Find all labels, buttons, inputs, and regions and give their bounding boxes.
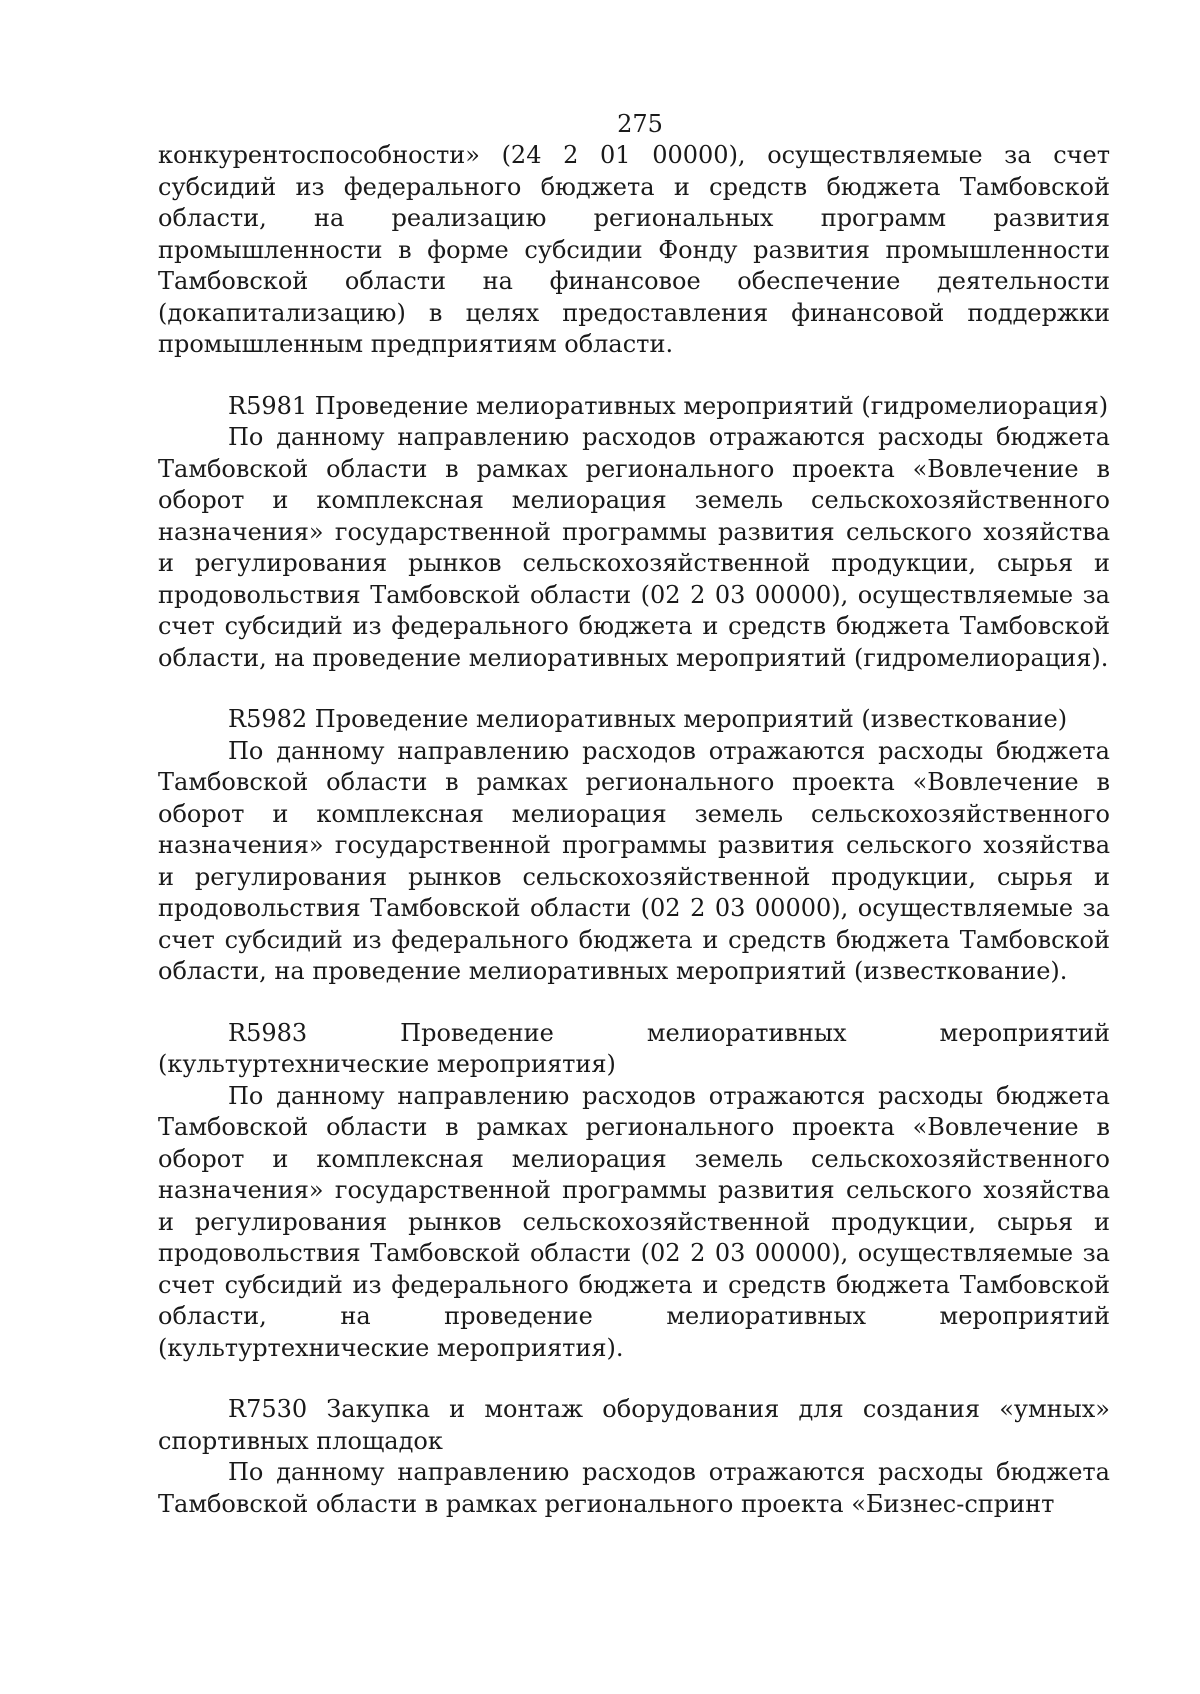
section-body: По данному направлению расходов отражаются расходы бюджета Тамбовской области в рамках регионального проекта «Бизнес-спринт [158, 1458, 1110, 1518]
section-gap [158, 1364, 1110, 1394]
section-gap [158, 674, 1110, 704]
section-gap [158, 988, 1110, 1018]
intro-paragraph: конкурентоспособности» (24 2 01 00000), осуществляемые за счет субсидий из федерального бюджета и средств бюджета Тамбовской области, на реализацию региональных программ развития промышленности в форме субсидии Фонду развития промышленности Тамбовской области на финансовое обеспечение деятельности (докапитализацию) в целях предоставления финансовой поддержки промышленным предприятиям области. [158, 141, 1110, 358]
section-gap [158, 361, 1110, 391]
section-heading: R7530 Закупка и монтаж оборудования для создания «умных» спортивных площадок [158, 1395, 1110, 1455]
section-body: По данному направлению расходов отражаются расходы бюджета Тамбовской области в рамках регионального проекта «Вовлечение в оборот и комплексная мелиорация земель сельскохозяйственного назначения» государственной программы развития сельского хозяйства и регулирования рынков сельскохозяйственной продукции, сырья и продовольствия Тамбовской области (02 2 03 00000), осуществляемые за счет субсидий из федерального бюджета и средств бюджета Тамбовской области, на проведение мелиоративных мероприятий (культуртехнические мероприятия). [158, 1081, 1110, 1362]
section-r5981 [158, 391, 1110, 675]
section-body: По данному направлению расходов отражаются расходы бюджета Тамбовской области в рамках регионального проекта «Вовлечение в оборот и комплексная мелиорация земель сельскохозяйственного назначения» государственной программы развития сельского хозяйства и регулирования рынков сельскохозяйственной продукции, сырья и продовольствия Тамбовской области (02 2 03 00000), осуществляемые за счет субсидий из федерального бюджета и средств бюджета Тамбовской области, на проведение мелиоративных мероприятий (известкование). [158, 736, 1110, 985]
section-heading: R5983 Проведение мелиоративных мероприятий (культуртехнические мероприятия) [158, 1018, 1110, 1078]
section-body: По данному направлению расходов отражаются расходы бюджета Тамбовской области в рамках регионального проекта «Вовлечение в оборот и комплексная мелиорация земель сельскохозяйственного назначения» государственной программы развития сельского хозяйства и регулирования рынков сельскохозяйственной продукции, сырья и продовольствия Тамбовской области (02 2 03 00000), осуществляемые за счет субсидий из федерального бюджета и средств бюджета Тамбовской области, на проведение мелиоративных мероприятий (гидромелиорация). [158, 423, 1110, 672]
section-heading: R5981 Проведение мелиоративных мероприятий (гидромелиорация) [228, 391, 1109, 420]
document-page [158, 108, 1110, 1520]
section-heading: R5982 Проведение мелиоративных мероприятий (известкование) [228, 705, 1068, 733]
section-r7530 [158, 1394, 1110, 1520]
section-r5983 [158, 1018, 1110, 1365]
page-number: 275 [617, 110, 663, 138]
section-r5982 [158, 704, 1110, 988]
